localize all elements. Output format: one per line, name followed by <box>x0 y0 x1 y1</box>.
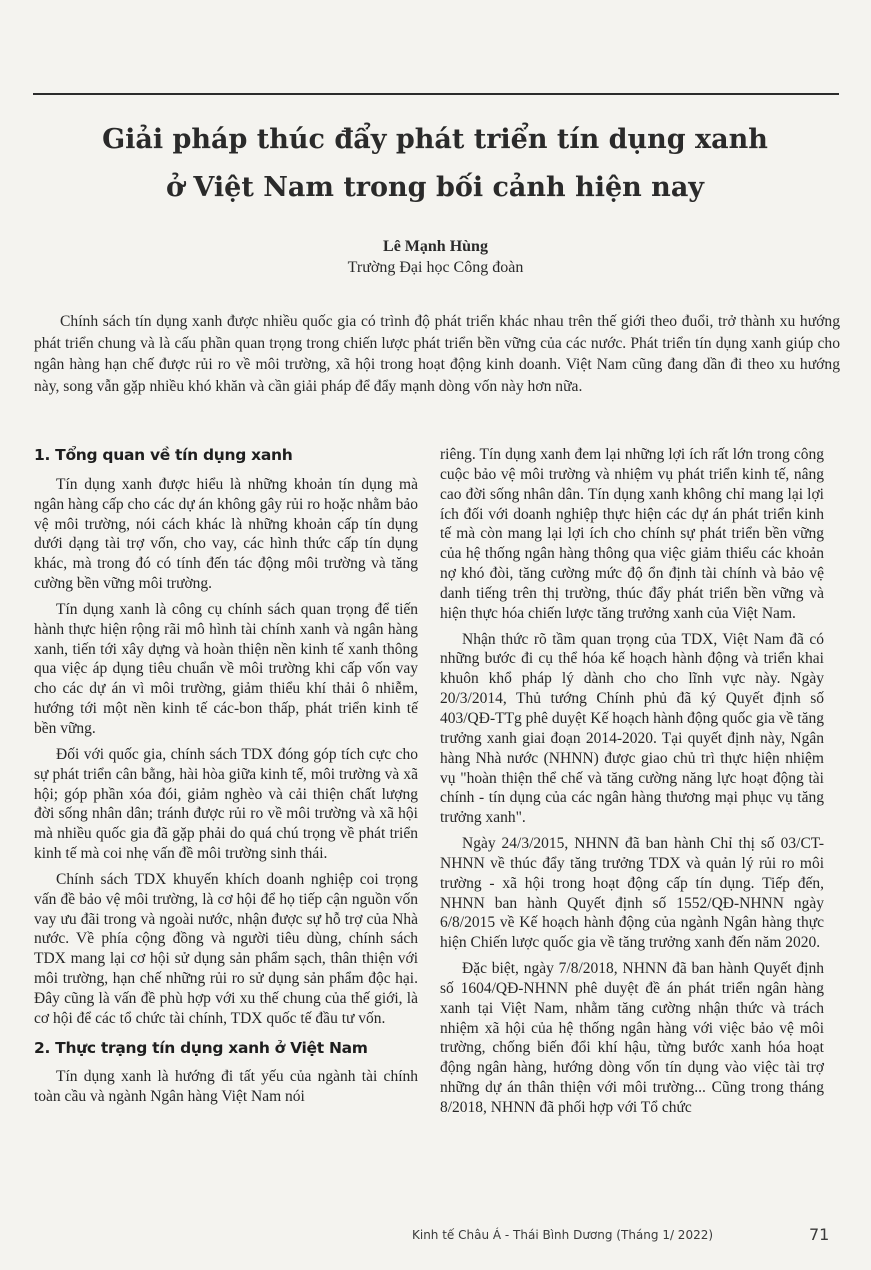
paragraph: riêng. Tín dụng xanh đem lại những lợi ích rất lớn trong công cuộc bảo vệ môi trường và nhiệm vụ phát triển kinh tế, nâng cao đời sống nhân dân. Tín dụng xanh không chỉ mang lại lợi ích đối với doanh nghiệp thực hiện các dự án phát triển kinh tế mà còn mang lại lợi ích cho chính sự phát triển bền vững của hệ thống ngân hàng thông qua việc giảm thiểu các khoản nợ khó đòi, tăng cường mức độ ổn định tài chính và bảo vệ danh tiếng trên thị trường, thúc đẩy phát triển bền vững và hiện thực hóa chiến lược tăng trưởng xanh của Việt Nam. <box>440 446 824 622</box>
paragraph: Tín dụng xanh là công cụ chính sách quan trọng để tiến hành thực hiện rộng rãi mô hình tài chính xanh và ngân hàng xanh, tiến tới xây dựng và hoàn thiện nền kinh tế xanh thông qua việc áp dụng tiêu chuẩn về môi trường khi cấp vốn vay cho các dự án vì môi trường, giảm thiểu khí thải ô nhiễm, hướng tới một nền kinh tế các-bon thấp, phát triển kinh tế bền vững. <box>34 600 418 737</box>
section-2-heading: 2. Thực trạng tín dụng xanh ở Việt Nam <box>34 1038 368 1057</box>
article-title-line-2: ở Việt Nam trong bối cảnh hiện nay <box>166 172 704 203</box>
section-1-heading: 1. Tổng quan về tín dụng xanh <box>34 446 293 464</box>
paragraph: Chính sách TDX khuyến khích doanh nghiệp coi trọng vấn đề bảo vệ môi trường, là cơ hội để họ tiếp cận nguồn vốn vay ưu đãi trong và ngoài nước, nhận được sự hỗ trợ của Nhà nước. Về phía cộng đồng và người tiêu dùng, chính sách TDX mang lại cơ hội sử dụng sản phẩm sạch, thân thiện với môi trường, hạn chế những rủi ro sử dụng sản phẩm độc hại. Đây cũng là vấn đề phù hợp với xu thế chung của thế giới, là cơ hội để các tổ chức tài chính, TDX quốc tế đầu tư vốn. <box>34 870 418 1027</box>
abstract: Chính sách tín dụng xanh được nhiều quốc gia có trình độ phát triển khác nhau trên thế giới theo đuổi, trở thành xu hướng phát triển chung và là cấu phần quan trọng trong chiến lược phát triển bền vững của các nước. Phát triển tín dụng xanh giúp cho ngân hàng hạn chế được rủi ro về môi trường, xã hội trong hoạt động kinh doanh. Việt Nam cũng đang dần đi theo xu hướng này, song vẫn gặp nhiều khó khăn và cần giải pháp để đẩy mạnh dòng vốn này hơn nữa. <box>34 313 840 395</box>
paragraph: Nhận thức rõ tầm quan trọng của TDX, Việt Nam đã có những bước đi cụ thể hóa kế hoạch hành động và triển khai khuôn khổ pháp lý dành cho cho lĩnh vực này. Ngày 20/3/2014, Thủ tướng Chính phủ đã ký Quyết định số 403/QĐ-TTg phê duyệt Kế hoạch hành động quốc gia về tăng trưởng xanh giai đoạn 2014-2020. Tại quyết định này, Ngân hàng Nhà nước (NHNN) được giao chủ trì thực hiện nhiệm vụ "hoàn thiện thể chế và tăng cường năng lực hoạt động tài chính - tín dụng của các ngân hàng thương mại phục vụ tăng trưởng xanh". <box>440 630 824 827</box>
paragraph: Đối với quốc gia, chính sách TDX đóng góp tích cực cho sự phát triển cân bằng, hài hòa giữa kinh tế, môi trường và xã hội; góp phần xóa đói, giảm nghèo và cải thiện chất lượng đời sống nhân dân; tránh được rủi ro về môi trường và xã hội mà nhiều quốc gia đã gặp phải do quá chú trọng về phát triển kinh tế mà coi nhẹ vấn đề môi trường sinh thái. <box>34 745 418 863</box>
journal-footer: Kinh tế Châu Á - Thái Bình Dương (Tháng 1/ 2022) <box>412 1228 714 1242</box>
author-affiliation: Trường Đại học Công đoàn <box>347 259 524 276</box>
paragraph: Tín dụng xanh được hiểu là những khoản tín dụng mà ngân hàng cấp cho các dự án không gây rủi ro hoặc nhằm bảo vệ môi trường, nói cách khác là những khoản cấp tín dụng dưới dạng tài trợ vốn, cho vay, các hình thức cấp tín dụng khác, mà trong đó có tính đến tác động môi trường và tăng cường bền vững môi trường. <box>34 475 418 593</box>
header-rule <box>33 93 839 95</box>
article-title-line-1: Giải pháp thúc đẩy phát triển tín dụng xanh <box>102 124 768 155</box>
left-column <box>34 444 418 1113</box>
right-column <box>440 445 824 1124</box>
paragraph: Tín dụng xanh là hướng đi tất yếu của ngành tài chính toàn cầu và ngành Ngân hàng Việt Nam nói <box>34 1068 418 1106</box>
page-number: 71 <box>809 1225 830 1244</box>
author-name: Lê Mạnh Hùng <box>383 238 488 255</box>
paragraph: Ngày 24/3/2015, NHNN đã ban hành Chỉ thị số 03/CT-NHNN về thúc đẩy tăng trưởng TDX và quản lý rủi ro môi trường - xã hội trong hoạt động cấp tín dụng. Tiếp đến, NHNN ban hành Quyết định số 1552/QĐ-NHNN ngày 6/8/2015 về Kế hoạch hành động của ngành Ngân hàng thực hiện Chiến lược quốc gia về tăng trưởng xanh đến năm 2020. <box>440 835 824 952</box>
paragraph: Đặc biệt, ngày 7/8/2018, NHNN đã ban hành Quyết định số 1604/QĐ-NHNN phê duyệt đề án phát triển ngân hàng xanh tại Việt Nam, nhằm tăng cường nhận thức và trách nhiệm xã hội của hệ thống ngân hàng với việc bảo vệ môi trường, chống biến đổi khí hậu, từng bước xanh hóa hoạt động ngân hàng, hướng dòng vốn tín dụng vào việc tài trợ những dự án thân thiện với môi trường... Cũng trong tháng 8/2018, NHNN đã phối hợp với Tổ chức <box>440 960 824 1116</box>
